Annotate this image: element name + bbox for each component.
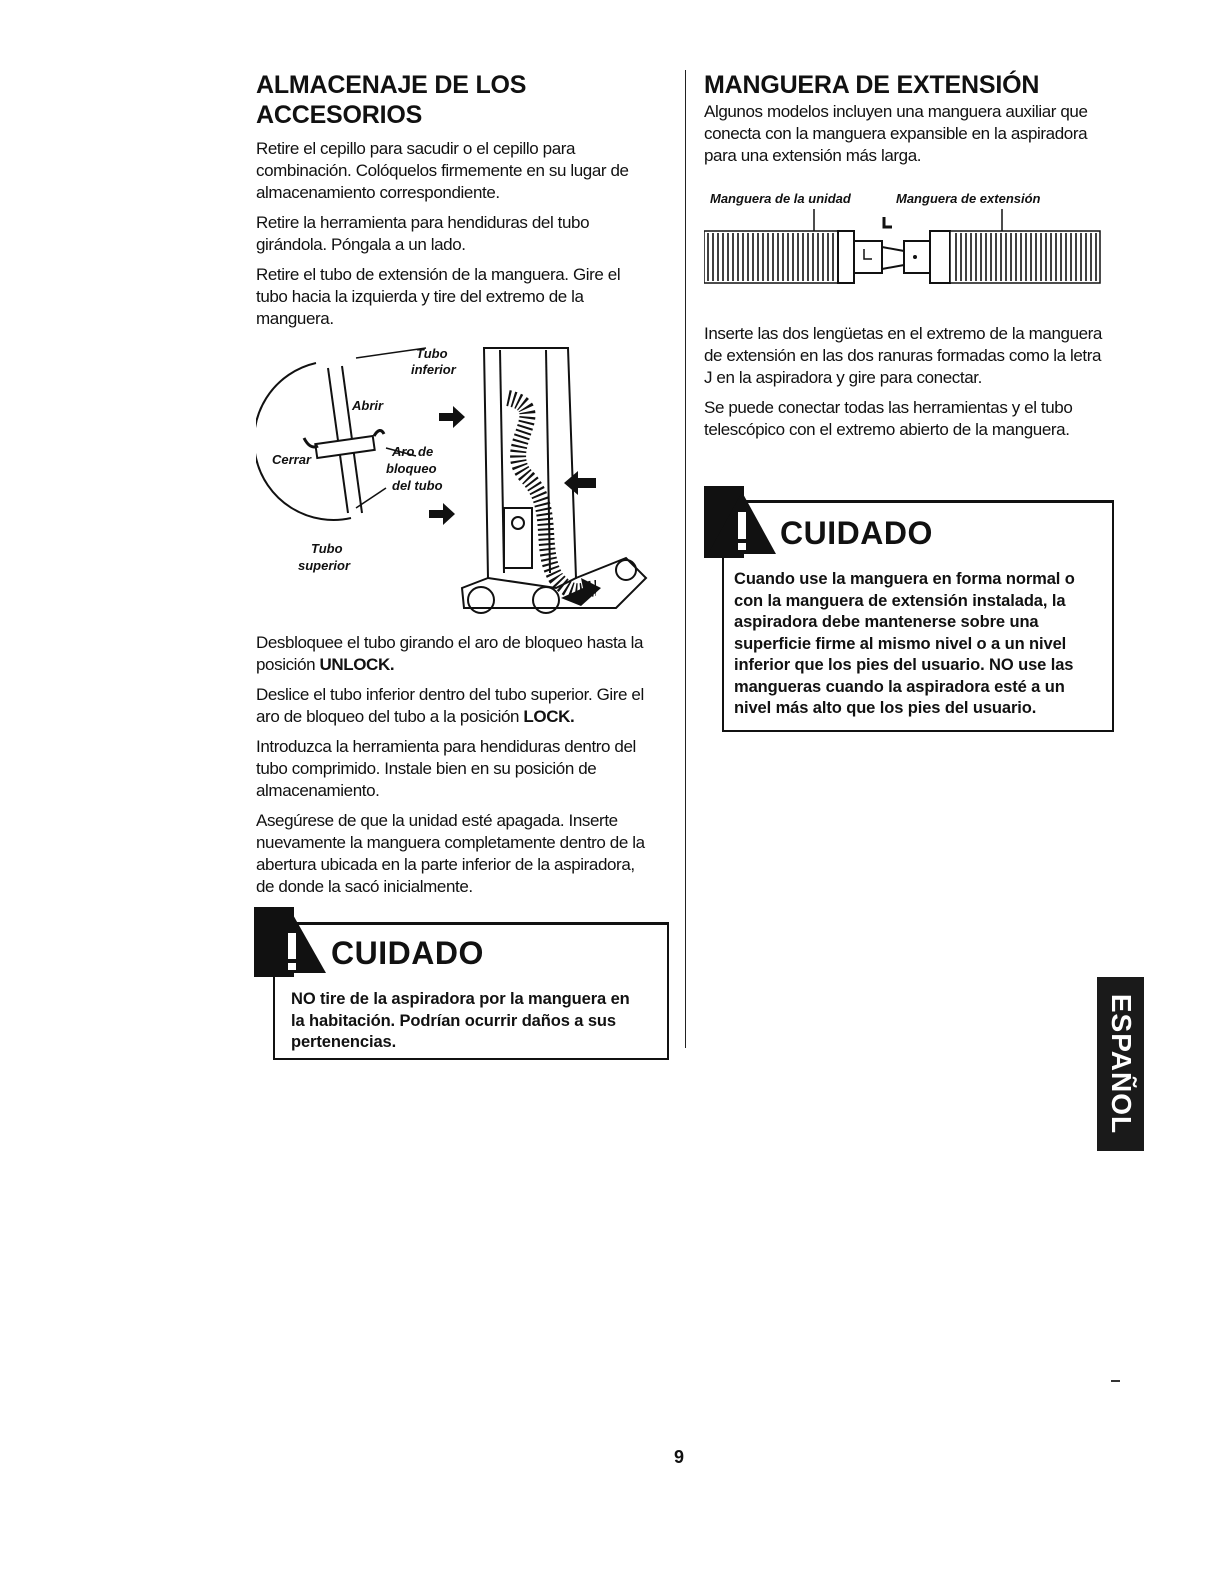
warning-triangle-icon [704,486,784,558]
warning-triangle-icon [254,907,334,977]
mark [1111,1380,1120,1382]
paragraph: Retire la herramienta para hendiduras del tubo girándola. Póngala a un lado. [256,213,590,254]
right-column [704,70,1104,441]
warning-text: Cuando use la manguera en forma normal o con la manguera de extensión instalada, la aspiradora debe mantenerse sobre una superficie firme al mismo nivel o a un nivel inferior que los pies del usuario. NO use las mangueras cuando la aspiradora esté a un nivel más alto que los pies del usuario. [734,570,1075,717]
label-manguera-unidad: Manguera de la unidad [710,191,851,206]
section-title-almacenaje: ALMACENAJE DE LOS ACCESORIOS [256,71,527,129]
paragraph: Algunos modelos incluyen una manguera auxiliar que conecta con la manguera expansible en la aspiradora para una extensión más larga. [704,102,1088,165]
warning-title: CUIDADO [780,515,933,551]
label-aro-de-bloqueo: Aro de [392,444,434,459]
column-divider [685,70,686,1048]
language-tab: ESPAÑOL [1097,977,1144,1151]
label-tubo-inferior: Tubo [416,346,448,361]
paragraph: Retire el cepillo para sacudir o el cepillo para combinación. Colóquelos firmemente en su lugar de almacenamiento correspondiente. [256,139,629,202]
svg-text:inferior: inferior [411,362,456,377]
section-title-manguera: MANGUERA DE EXTENSIÓN [704,71,1040,99]
label-abrir: Abrir [352,398,384,413]
paragraph: Asegúrese de que la unidad esté apagada. Inserte nuevamente la manguera completamente dentro de la abertura ubicada en la parte inferior de la aspiradora, de donde la sacó inicialmente. [256,811,645,896]
page-number: 9 [674,1447,685,1467]
label-tubo-superior: Tubo [311,541,343,556]
tube-lock-figure [256,338,656,618]
left-column [256,70,656,898]
svg-text:del tubo: del tubo [392,478,443,493]
label-manguera-extension: Manguera de extensión [896,191,1041,206]
paragraph: Introduzca la herramienta para hendiduras dentro del tubo comprimido. Instale bien en su posición de almacenamiento. [256,737,636,800]
hose-connection-figure [704,189,1104,299]
arrow-right-icon [439,406,465,428]
svg-text:bloqueo: bloqueo [386,461,437,476]
paragraph: Inserte las dos lengüetas en el extremo de la manguera de extensión en las dos ranuras formadas como la letra J en la aspiradora y gire para conectar. [704,324,1102,387]
svg-text:superior: superior [298,558,351,573]
warning-title: CUIDADO [331,935,484,971]
paragraph: Retire el tubo de extensión de la manguera. Gire el tubo hacia la izquierda y tire del extremo de la manguera. [256,265,621,328]
paragraph: Se puede conectar todas las herramientas y el tubo telescópico con el extremo abierto de la manguera. [704,398,1073,439]
warning-text: NO tire de la aspiradora por la manguera en la habitación. Podrían ocurrir daños a sus pertenencias. [291,990,630,1051]
arrow-left-icon [564,471,596,495]
paragraph: Desbloquee el tubo girando el aro de bloqueo hasta la posición UNLOCK. [256,633,644,674]
arrow-right-icon [429,503,455,525]
paragraph: Deslice el tubo inferior dentro del tubo superior. Gire el aro de bloqueo del tubo a la posición LOCK. [256,685,644,726]
label-cerrar: Cerrar [272,452,312,467]
